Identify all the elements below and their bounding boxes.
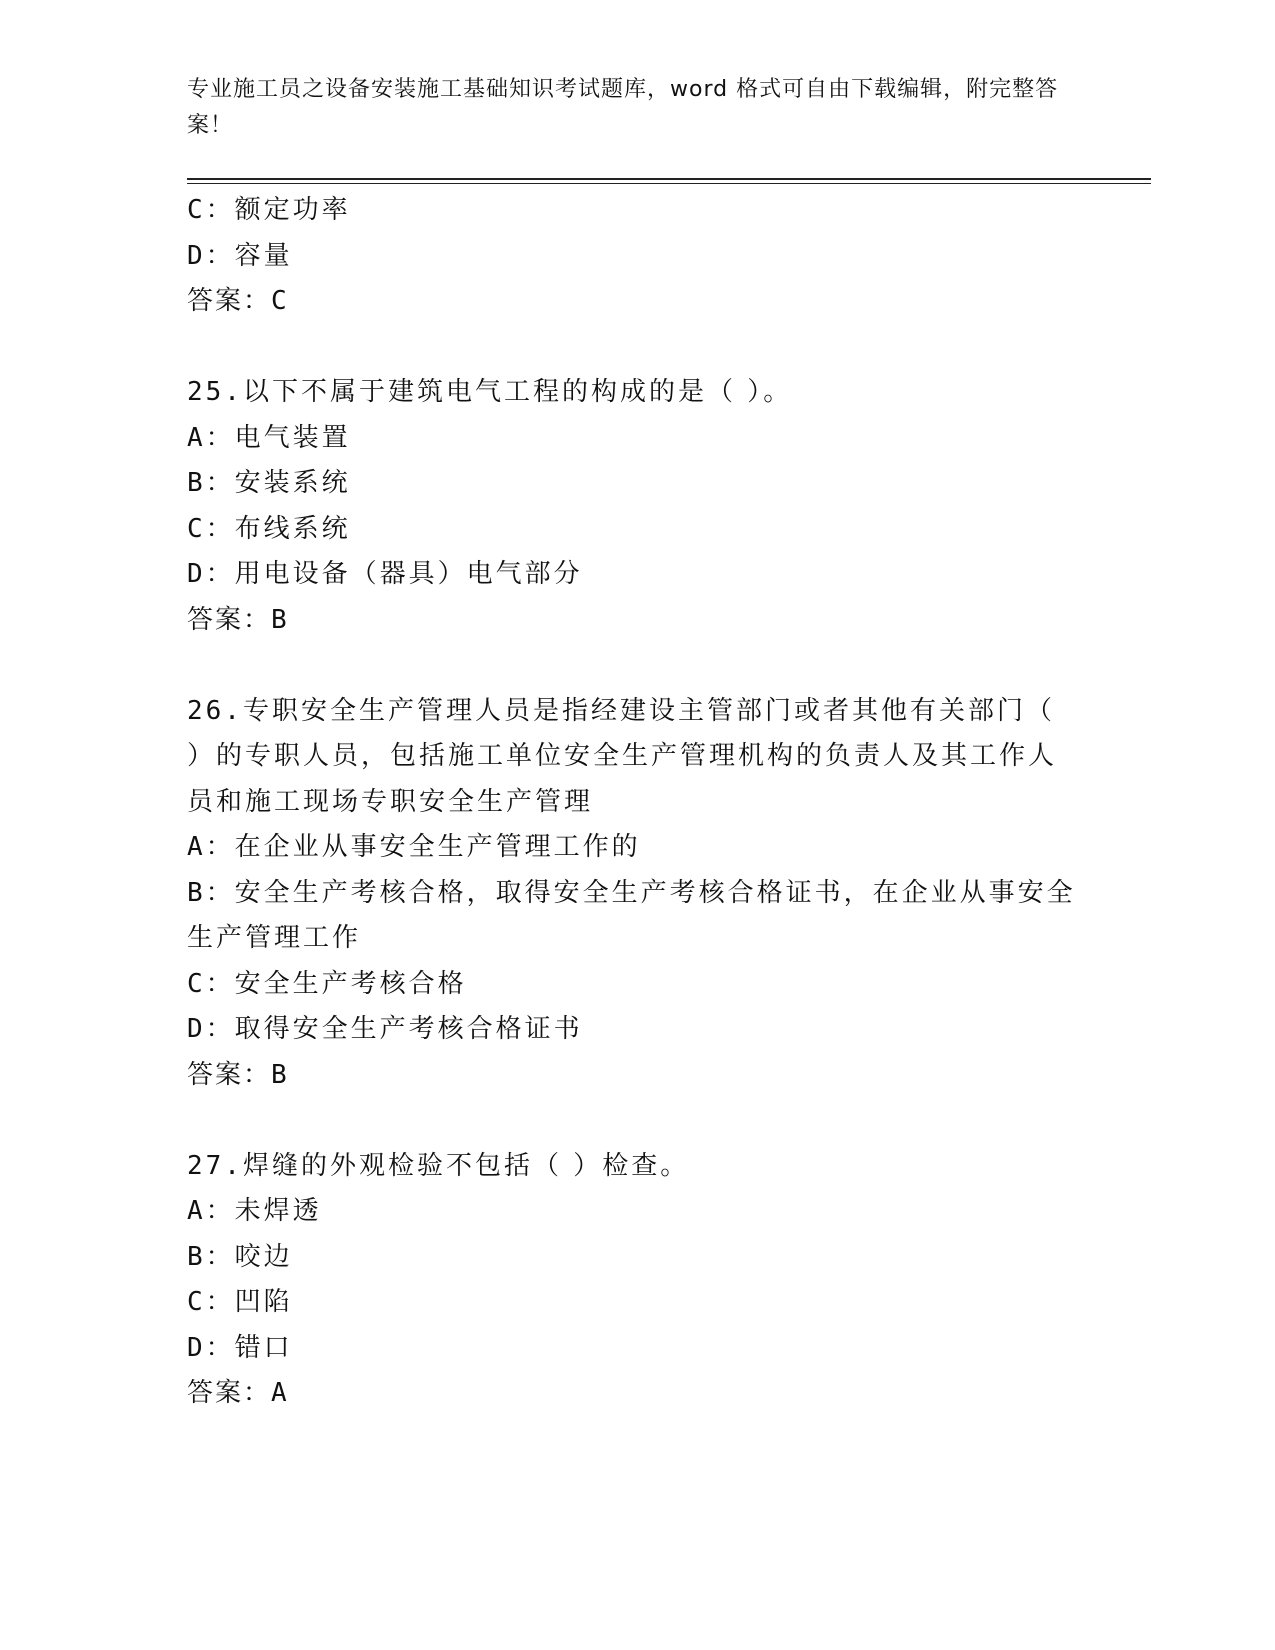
answer-label: 答案：: [187, 604, 272, 635]
answer-value: B: [271, 1059, 289, 1090]
option-d: [187, 234, 1087, 280]
option-key: D：: [187, 559, 235, 589]
spacer: [187, 325, 1087, 371]
option-key: C：: [187, 195, 235, 225]
option-c: [187, 1280, 1087, 1326]
question-stem-line: 员和施工现场专职安全生产管理: [187, 786, 594, 817]
answer-label: 答案：: [187, 286, 272, 316]
option-text: 额定功率: [234, 195, 351, 225]
question-stem: [187, 689, 1087, 735]
option-text: 咬边: [234, 1241, 293, 1272]
question-stem-continued: [187, 780, 1087, 826]
option-text: 错口: [234, 1332, 293, 1363]
spacer: [187, 643, 1087, 689]
question-list: [187, 188, 1087, 1417]
answer-value: A: [271, 1378, 289, 1408]
option-d: [187, 552, 1087, 598]
option-text: 凹陷: [234, 1287, 293, 1317]
option-text: 布线系统: [234, 513, 351, 544]
option-key: A：: [187, 832, 235, 862]
spacer: [187, 1098, 1087, 1144]
option-b: [187, 871, 1087, 917]
option-key: A：: [187, 422, 235, 453]
question-stem: [187, 1144, 1087, 1190]
question-stem-line: 以下不属于建筑电气工程的构成的是（ ）。: [242, 377, 793, 407]
option-key: C：: [187, 1287, 235, 1317]
option-key: C：: [187, 968, 235, 999]
option-text: 容量: [234, 240, 293, 271]
option-c: [187, 507, 1087, 553]
option-text: 在企业从事安全生产管理工作的: [234, 832, 641, 862]
option-key: D：: [187, 1332, 235, 1363]
option-b-continued: [187, 916, 1087, 962]
header-divider-thick: [187, 178, 1151, 180]
option-text: 安全生产考核合格，取得安全生产考核合格证书，在企业从事安全: [234, 877, 1076, 908]
question-stem: [187, 370, 1087, 416]
answer-line: [187, 279, 1087, 325]
option-text: 电气装置: [234, 422, 351, 453]
answer-label: 答案：: [187, 1059, 272, 1090]
question-stem-line: 焊缝的外观检验不包括（ ）检查。: [242, 1150, 690, 1181]
question-26: [187, 689, 1087, 1099]
option-text: 取得安全生产考核合格证书: [234, 1014, 583, 1044]
option-key: D：: [187, 240, 235, 271]
option-text: 安装系统: [234, 468, 351, 498]
document-header: [187, 72, 1067, 144]
answer-line: [187, 1371, 1087, 1417]
option-d: [187, 1007, 1087, 1053]
option-key: A：: [187, 1196, 235, 1226]
option-key: B：: [187, 1241, 235, 1272]
question-number: 25.: [187, 377, 243, 407]
answer-label: 答案：: [187, 1378, 272, 1408]
answer-line: [187, 598, 1087, 644]
option-b: [187, 461, 1087, 507]
continued-question: [187, 188, 1087, 325]
question-stem-line: ）的专职人员，包括施工单位安全生产管理机构的负责人及其工作人: [187, 741, 1058, 771]
question-stem-continued: [187, 734, 1087, 780]
option-key: C：: [187, 513, 235, 544]
header-divider-thin: [187, 183, 1151, 184]
option-key: D：: [187, 1014, 235, 1044]
option-text: 生产管理工作: [187, 923, 362, 953]
option-key: B：: [187, 877, 235, 908]
option-text: 用电设备（器具）电气部分: [234, 559, 583, 589]
option-a: [187, 416, 1087, 462]
answer-value: B: [271, 604, 289, 635]
option-a: [187, 825, 1087, 871]
option-a: [187, 1189, 1087, 1235]
option-b: [187, 1235, 1087, 1281]
option-d: [187, 1326, 1087, 1372]
question-number: 26.: [187, 695, 243, 726]
question-number: 27.: [187, 1150, 243, 1181]
question-stem-line: 专职安全生产管理人员是指经建设主管部门或者其他有关部门（: [242, 695, 1055, 726]
question-25: [187, 370, 1087, 643]
header-title: 专业施工员之设备安装施工基础知识考试题库，word 格式可自由下载编辑，附完整答案！: [187, 77, 1059, 138]
option-text: 未焊透: [234, 1196, 322, 1226]
question-27: [187, 1144, 1087, 1417]
option-c: [187, 188, 1087, 234]
option-c: [187, 962, 1087, 1008]
answer-line: [187, 1053, 1087, 1099]
option-text: 安全生产考核合格: [234, 968, 467, 999]
option-key: B：: [187, 468, 235, 498]
answer-value: C: [271, 286, 289, 316]
